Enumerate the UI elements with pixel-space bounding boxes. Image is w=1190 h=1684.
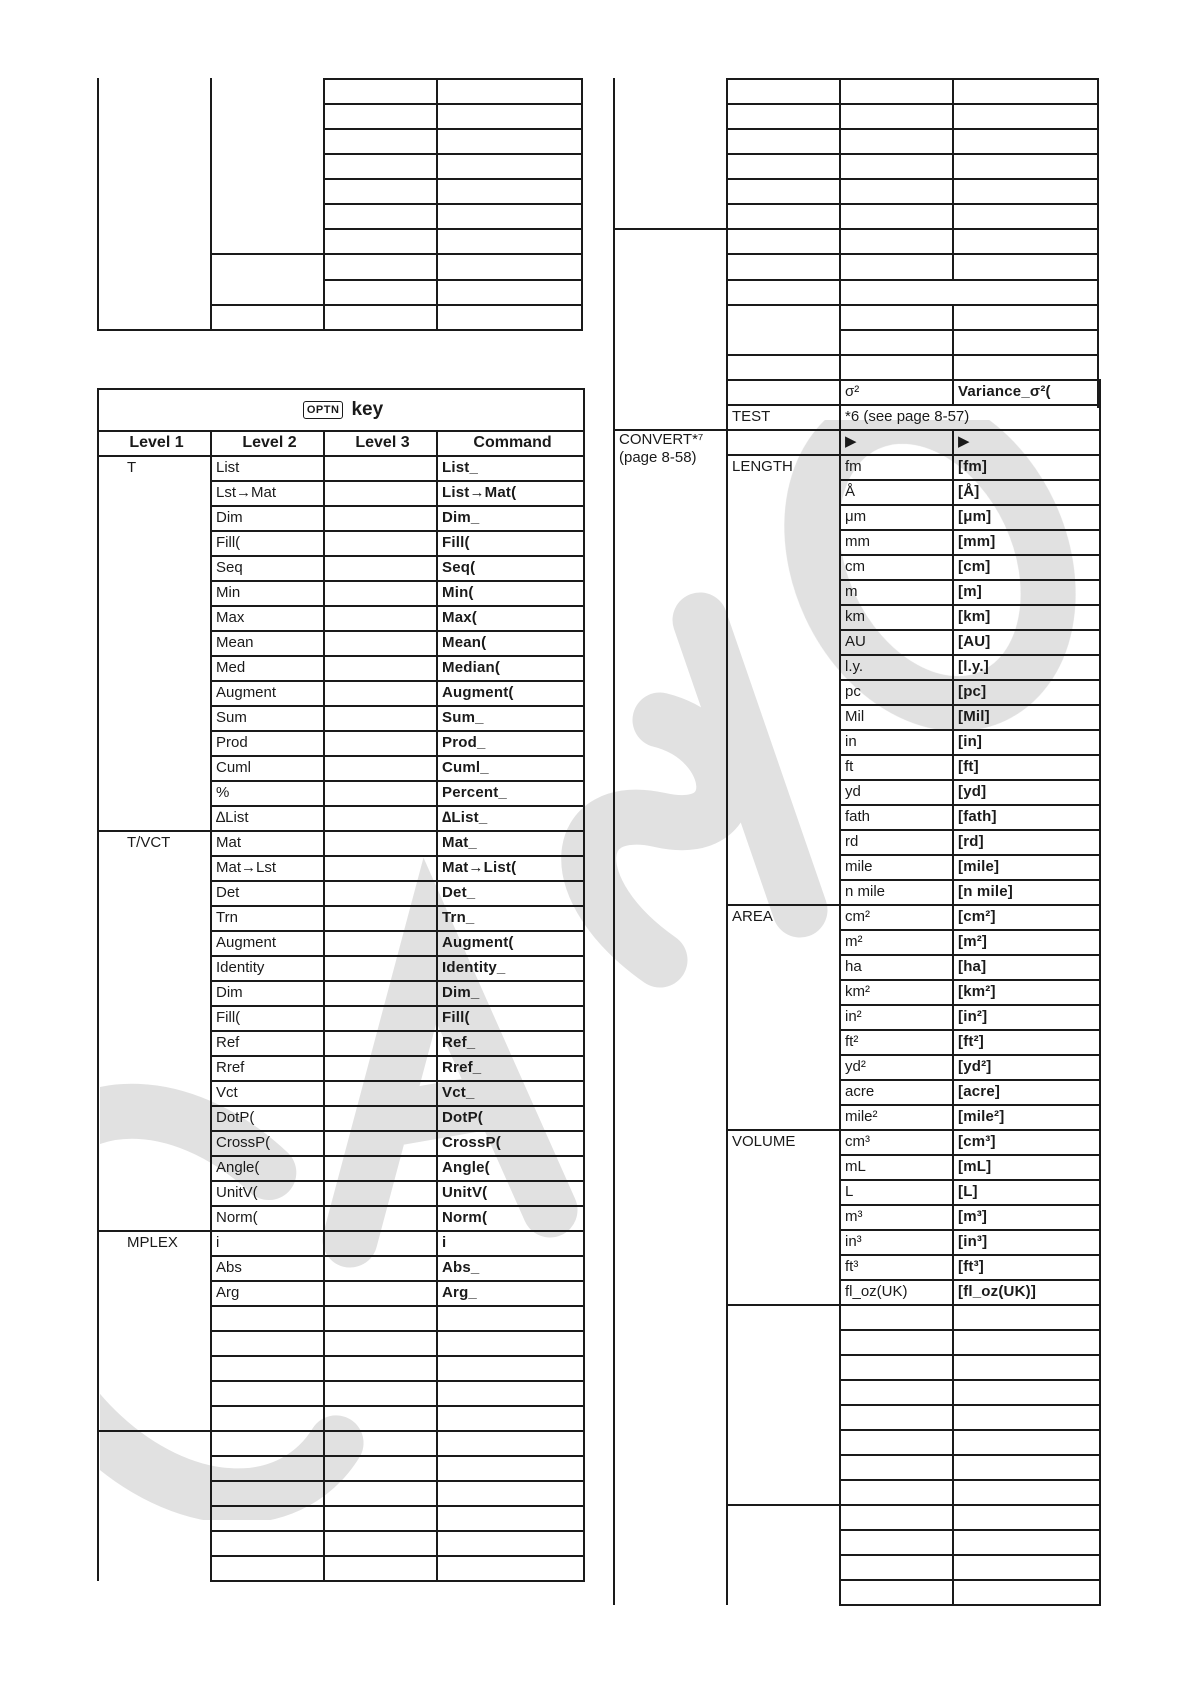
unit-name-cell: yd (840, 780, 953, 805)
unit-name-cell: acre (840, 1080, 953, 1105)
test-label: TEST (727, 405, 840, 430)
header-command: Command (437, 431, 584, 456)
level2-cell: ∆List (211, 806, 324, 831)
command-cell: Mean( (437, 631, 584, 656)
level3-cell (324, 1156, 437, 1181)
level2-cell (211, 1356, 324, 1381)
level2-cell: Dim (211, 981, 324, 1006)
level2-cell: Mat (211, 831, 324, 856)
command-cell: List_ (437, 456, 584, 481)
empty-cell (437, 1431, 584, 1456)
level2-cell: Identity (211, 956, 324, 981)
command-cell: Augment( (437, 681, 584, 706)
unit-name-cell: ft² (840, 1030, 953, 1055)
volume-label-cont (727, 1305, 840, 1505)
unit-name-cell: n mile (840, 880, 953, 905)
empty-cell (437, 1556, 584, 1581)
level3-cell (324, 931, 437, 956)
unit-command-cell: [in²] (953, 1005, 1100, 1030)
level1-cell: T/VCT (98, 831, 211, 1231)
empty-cell (953, 1530, 1100, 1555)
level2-cell (211, 1381, 324, 1406)
unit-command-cell: [Mil] (953, 705, 1100, 730)
level2-cell: Augment (211, 931, 324, 956)
level2-cell: % (211, 781, 324, 806)
level2-cell: Angle( (211, 1156, 324, 1181)
command-cell: Rref_ (437, 1056, 584, 1081)
unit-name-cell: rd (840, 830, 953, 855)
unit-command-cell: [Å] (953, 480, 1100, 505)
unit-name-cell: μm (840, 505, 953, 530)
level2-cell: Mat→Lst (211, 856, 324, 881)
command-cell: Prod_ (437, 731, 584, 756)
level2-cell: Min (211, 581, 324, 606)
optn-table-body (98, 456, 584, 1581)
level2-cell: Det (211, 881, 324, 906)
convert-label (614, 430, 727, 1605)
command-cell: CrossP( (437, 1131, 584, 1156)
empty-cell (437, 1531, 584, 1556)
empty-cell (324, 1431, 437, 1456)
command-cell: Max( (437, 606, 584, 631)
level3-cell (324, 1056, 437, 1081)
level2-cell: Sum (211, 706, 324, 731)
convert-arrow-icon: ▶ (840, 430, 953, 455)
command-cell: Fill( (437, 1006, 584, 1031)
command-cell (437, 1406, 584, 1431)
level1-cell: T (98, 456, 211, 831)
command-cell (437, 1331, 584, 1356)
empty-cell (953, 1430, 1100, 1455)
unit-command-cell: [ha] (953, 955, 1100, 980)
test-text: *6 (see page 8-57) (840, 405, 1100, 430)
length-label: LENGTH (727, 455, 840, 905)
command-cell: Dim_ (437, 981, 584, 1006)
convert-level2-empty (727, 430, 840, 455)
convert-page-ref: (page 8-58) (619, 449, 697, 466)
convert-table (613, 379, 1101, 1606)
empty-cell (840, 1455, 953, 1480)
level3-cell (324, 906, 437, 931)
command-cell: Median( (437, 656, 584, 681)
level3-cell (324, 1406, 437, 1431)
unit-name-cell: Å (840, 480, 953, 505)
level3-cell (324, 1281, 437, 1306)
sigma-command-cell: Variance_σ²( (953, 380, 1100, 405)
level2-empty (727, 1505, 840, 1605)
unit-name-cell: mL (840, 1155, 953, 1180)
empty-cell (840, 1580, 953, 1605)
unit-command-cell: [m²] (953, 930, 1100, 955)
level3-cell (324, 1106, 437, 1131)
unit-name-cell: in² (840, 1005, 953, 1030)
sigma-cell: σ² (840, 380, 953, 405)
empty-cell (840, 1330, 953, 1355)
level2-cell: Prod (211, 731, 324, 756)
level2-cell: Fill( (211, 1006, 324, 1031)
level2-cell (211, 1331, 324, 1356)
unit-name-cell: fm (840, 455, 953, 480)
unit-name-cell: fl_oz(UK) (840, 1280, 953, 1305)
unit-command-cell: [cm²] (953, 905, 1100, 930)
unit-command-cell: [mile²] (953, 1105, 1100, 1130)
command-cell: Vct_ (437, 1081, 584, 1106)
level3-cell (324, 531, 437, 556)
unit-command-cell: [fl_oz(UK)] (953, 1280, 1100, 1305)
unit-name-cell: in³ (840, 1230, 953, 1255)
optn-table-title (98, 389, 584, 431)
empty-cell (211, 1481, 324, 1506)
command-cell: Mat_ (437, 831, 584, 856)
command-cell: i (437, 1231, 584, 1256)
unit-name-cell: pc (840, 680, 953, 705)
level2-cell: List (211, 456, 324, 481)
level2-cell: Ref (211, 1031, 324, 1056)
command-cell (437, 1306, 584, 1331)
empty-cell (840, 1530, 953, 1555)
optn-title-text: key (351, 399, 384, 420)
level1-cell: MPLEX (98, 1231, 211, 1431)
command-cell: ∆List_ (437, 806, 584, 831)
level2-cell: Augment (211, 681, 324, 706)
level3-cell (324, 956, 437, 981)
unit-command-cell: [μm] (953, 505, 1100, 530)
level2-cell: Abs (211, 1256, 324, 1281)
level3-cell (324, 881, 437, 906)
level3-cell (324, 631, 437, 656)
unit-name-cell: ha (840, 955, 953, 980)
empty-cell (840, 1555, 953, 1580)
level3-cell (324, 656, 437, 681)
command-cell: Seq( (437, 556, 584, 581)
unit-command-cell: [yd²] (953, 1055, 1100, 1080)
level2-cell: i (211, 1231, 324, 1256)
empty-cell (953, 1455, 1100, 1480)
unit-name-cell: L (840, 1180, 953, 1205)
command-cell: Identity_ (437, 956, 584, 981)
table-row (98, 456, 584, 481)
level2-cell: Vct (211, 1081, 324, 1106)
unit-name-cell: m³ (840, 1205, 953, 1230)
command-cell: Cuml_ (437, 756, 584, 781)
level2-cell: Norm( (211, 1206, 324, 1231)
empty-cell (953, 1355, 1100, 1380)
level3-cell (324, 1381, 437, 1406)
level1-cell (98, 1431, 211, 1581)
level3-cell (324, 506, 437, 531)
optn-key-icon: OPTN (303, 401, 344, 419)
empty-cell (211, 1531, 324, 1556)
unit-name-cell: AU (840, 630, 953, 655)
level3-cell (324, 981, 437, 1006)
empty-cell (324, 1456, 437, 1481)
command-cell: UnitV( (437, 1181, 584, 1206)
unit-command-cell: [in³] (953, 1230, 1100, 1255)
command-cell: Abs_ (437, 1256, 584, 1281)
level3-cell (324, 606, 437, 631)
empty-cell (211, 1456, 324, 1481)
command-cell: Angle( (437, 1156, 584, 1181)
unit-name-cell: cm² (840, 905, 953, 930)
level2-cell (727, 380, 840, 405)
command-cell: List→Mat( (437, 481, 584, 506)
level2-cell (211, 1306, 324, 1331)
empty-cell (211, 1556, 324, 1581)
level2-cell: Dim (211, 506, 324, 531)
optn-key-table (97, 388, 585, 1582)
table-row (98, 1231, 584, 1256)
level3-cell (324, 456, 437, 481)
level3-cell (324, 1181, 437, 1206)
level3-cell (324, 706, 437, 731)
level3-cell (324, 481, 437, 506)
level2-cell: CrossP( (211, 1131, 324, 1156)
level2-cell: Cuml (211, 756, 324, 781)
empty-cell (840, 1430, 953, 1455)
empty-cell (840, 1380, 953, 1405)
unit-command-cell: [cm] (953, 555, 1100, 580)
command-cell (437, 1381, 584, 1406)
level3-cell (324, 1081, 437, 1106)
unit-name-cell: mm (840, 530, 953, 555)
unit-name-cell: in (840, 730, 953, 755)
level3-cell (324, 681, 437, 706)
unit-command-cell: [acre] (953, 1080, 1100, 1105)
level3-cell (324, 1031, 437, 1056)
command-cell: Trn_ (437, 906, 584, 931)
convert-title: CONVERT*⁷ (619, 431, 704, 448)
unit-name-cell: Mil (840, 705, 953, 730)
level3-cell (324, 581, 437, 606)
level2-cell: Arg (211, 1281, 324, 1306)
unit-name-cell: fath (840, 805, 953, 830)
table-row (614, 405, 1100, 430)
empty-cell (953, 1330, 1100, 1355)
unit-name-cell: cm (840, 555, 953, 580)
unit-command-cell: [rd] (953, 830, 1100, 855)
empty-cell (840, 1405, 953, 1430)
command-cell (437, 1356, 584, 1381)
level3-cell (324, 1331, 437, 1356)
empty-cell (324, 1481, 437, 1506)
command-cell: Sum_ (437, 706, 584, 731)
level3-cell (324, 831, 437, 856)
unit-command-cell: [cm³] (953, 1130, 1100, 1155)
empty-cell (840, 1505, 953, 1530)
level3-cell (324, 1131, 437, 1156)
unit-name-cell: mile (840, 855, 953, 880)
empty-cell (211, 1431, 324, 1456)
unit-command-cell: [n mile] (953, 880, 1100, 905)
command-cell: Augment( (437, 931, 584, 956)
unit-command-cell: [km²] (953, 980, 1100, 1005)
unit-name-cell: km (840, 605, 953, 630)
header-level-1: Level 1 (98, 431, 211, 456)
level3-cell (324, 1256, 437, 1281)
unit-name-cell: m (840, 580, 953, 605)
unit-command-cell: [m³] (953, 1205, 1100, 1230)
empty-cell (324, 1556, 437, 1581)
unit-name-cell: ft (840, 755, 953, 780)
command-cell: Norm( (437, 1206, 584, 1231)
level3-cell (324, 1356, 437, 1381)
level2-cell: Seq (211, 556, 324, 581)
table-row (98, 1431, 584, 1456)
command-cell: DotP( (437, 1106, 584, 1131)
level2-cell: Fill( (211, 531, 324, 556)
level3-cell (324, 856, 437, 881)
level3-cell (324, 556, 437, 581)
empty-cell (953, 1505, 1100, 1530)
unit-command-cell: [mL] (953, 1155, 1100, 1180)
unit-command-cell: [yd] (953, 780, 1100, 805)
level3-cell (324, 806, 437, 831)
level3-cell (324, 781, 437, 806)
empty-cell (953, 1405, 1100, 1430)
unit-name-cell: m² (840, 930, 953, 955)
level3-cell (324, 1306, 437, 1331)
empty-cell (840, 1355, 953, 1380)
convert-table-body (614, 380, 1100, 1605)
empty-cell (437, 1456, 584, 1481)
command-cell: Percent_ (437, 781, 584, 806)
unit-command-cell: [in] (953, 730, 1100, 755)
level2-cell: Med (211, 656, 324, 681)
level3-cell (324, 1231, 437, 1256)
unit-command-cell: [pc] (953, 680, 1100, 705)
header-level-2: Level 2 (211, 431, 324, 456)
level2-cell: DotP( (211, 1106, 324, 1131)
level3-cell (324, 1006, 437, 1031)
table-row (614, 380, 1100, 405)
unit-command-cell: [fath] (953, 805, 1100, 830)
unit-command-cell: [ft²] (953, 1030, 1100, 1055)
empty-cell (324, 1506, 437, 1531)
convert-arrow-icon: ▶ (953, 430, 1100, 455)
command-cell: Dim_ (437, 506, 584, 531)
unit-name-cell: cm³ (840, 1130, 953, 1155)
empty-cell (953, 1555, 1100, 1580)
unit-name-cell: mile² (840, 1105, 953, 1130)
level2-cell: Trn (211, 906, 324, 931)
unit-name-cell: l.y. (840, 655, 953, 680)
command-cell: Mat→List( (437, 856, 584, 881)
level2-cell: UnitV( (211, 1181, 324, 1206)
unit-command-cell: [mm] (953, 530, 1100, 555)
empty-cell (953, 1380, 1100, 1405)
level3-cell (324, 756, 437, 781)
unit-command-cell: [m] (953, 580, 1100, 605)
level3-cell (324, 1206, 437, 1231)
unit-command-cell: [ft³] (953, 1255, 1100, 1280)
command-cell: Arg_ (437, 1281, 584, 1306)
empty-cell (211, 1506, 324, 1531)
empty-cell (953, 1480, 1100, 1505)
unit-name-cell: ft³ (840, 1255, 953, 1280)
unit-name-cell: yd² (840, 1055, 953, 1080)
unit-command-cell: [ft] (953, 755, 1100, 780)
unit-name-cell: km² (840, 980, 953, 1005)
empty-cell (437, 1481, 584, 1506)
empty-cell (840, 1480, 953, 1505)
command-cell: Det_ (437, 881, 584, 906)
level2-cell: Mean (211, 631, 324, 656)
empty-cell (324, 1531, 437, 1556)
unit-command-cell: [fm] (953, 455, 1100, 480)
level2-cell: Rref (211, 1056, 324, 1081)
empty-cell (953, 1580, 1100, 1605)
level1-cell (614, 405, 727, 430)
unit-command-cell: [AU] (953, 630, 1100, 655)
empty-cell (953, 1305, 1100, 1330)
table-row (98, 831, 584, 856)
level1-cell (614, 380, 727, 405)
unit-command-cell: [l.y.] (953, 655, 1100, 680)
level2-cell: Lst→Mat (211, 481, 324, 506)
table-row (614, 430, 1100, 455)
unit-command-cell: [km] (953, 605, 1100, 630)
volume-label: VOLUME (727, 1130, 840, 1305)
header-level-3: Level 3 (324, 431, 437, 456)
command-cell: Min( (437, 581, 584, 606)
unit-command-cell: [L] (953, 1180, 1100, 1205)
command-cell: Fill( (437, 531, 584, 556)
level2-cell: Max (211, 606, 324, 631)
empty-cell (840, 1305, 953, 1330)
level2-cell (211, 1406, 324, 1431)
area-label: AREA (727, 905, 840, 1130)
unit-command-cell: [mile] (953, 855, 1100, 880)
command-cell: Ref_ (437, 1031, 584, 1056)
level3-cell (324, 731, 437, 756)
empty-cell (437, 1506, 584, 1531)
